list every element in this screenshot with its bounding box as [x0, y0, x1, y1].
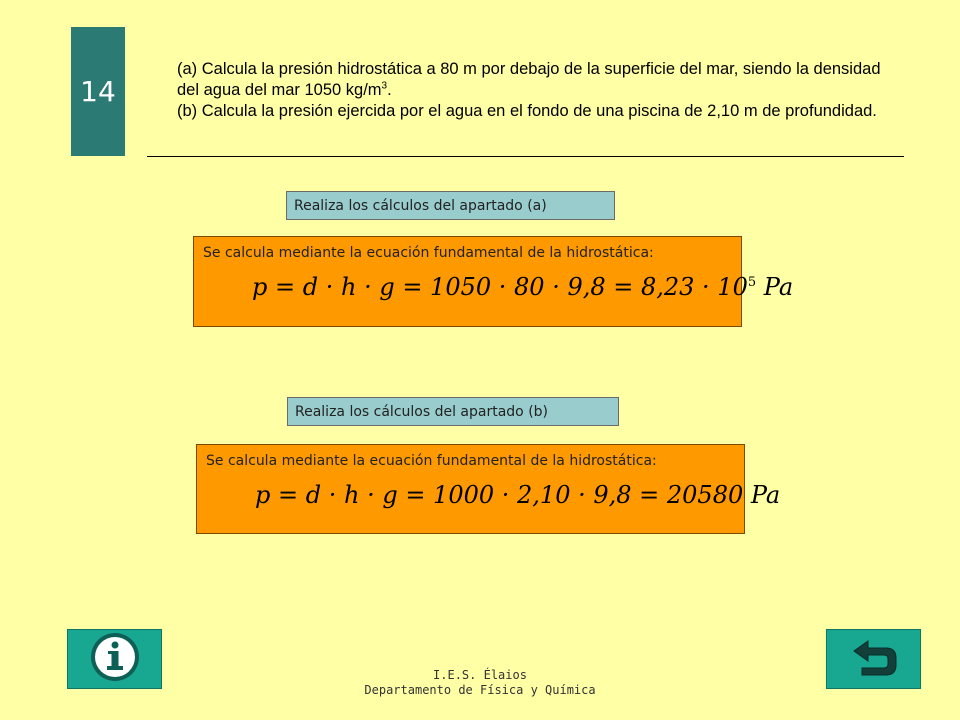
answer-a-formula: $p = d \cdot h \cdot g = 1050 \cdot 80 \cdot 9,8 = 8,23 \cdot 10^5$ Pa — [252, 273, 794, 301]
info-icon — [88, 630, 142, 688]
footer — [330, 668, 630, 698]
divider — [147, 156, 904, 157]
exponent: 3 — [381, 80, 388, 92]
back-button[interactable] — [826, 629, 921, 689]
answer-a-label: Se calcula mediante la ecuación fundamental de la hidrostática: — [203, 245, 654, 261]
footer-school: I.E.S. Élaios — [433, 668, 527, 682]
question-text — [177, 59, 907, 122]
slide-number: 14 — [80, 75, 116, 108]
answer-a-box — [193, 236, 794, 327]
answer-b-label: Se calcula mediante la ecuación fundamental de la hidrostática: — [206, 453, 657, 469]
return-arrow-icon — [846, 633, 902, 685]
show-step-a-button[interactable] — [286, 191, 615, 220]
step-b-button-label: Realiza los cálculos del apartado (b) — [295, 403, 549, 420]
answer-b-formula: p = d · h · g = 1000 · 2,10 · 9,8 = 20580 Pa — [255, 481, 781, 509]
slide-number-badge — [71, 27, 125, 156]
step-a-button-label: Realiza los cálculos del apartado (a) — [294, 197, 547, 214]
question-part-a: (a) Calcula la presión hidrostática a 80 m por debajo de la superficie del mar, siendo la densidad del agua del mar 1050 $kg/m^3$. — [177, 60, 881, 99]
formula-exponent: 5 — [747, 275, 757, 290]
show-step-b-button[interactable] — [287, 397, 619, 426]
footer-department: Departamento de Física y Química — [364, 683, 596, 697]
answer-b-box — [196, 444, 781, 534]
info-button[interactable] — [67, 629, 162, 689]
question-part-b: (b) Calcula la presión ejercida por el agua en el fondo de una piscina de 2,10 m de profundidad. — [177, 102, 877, 120]
